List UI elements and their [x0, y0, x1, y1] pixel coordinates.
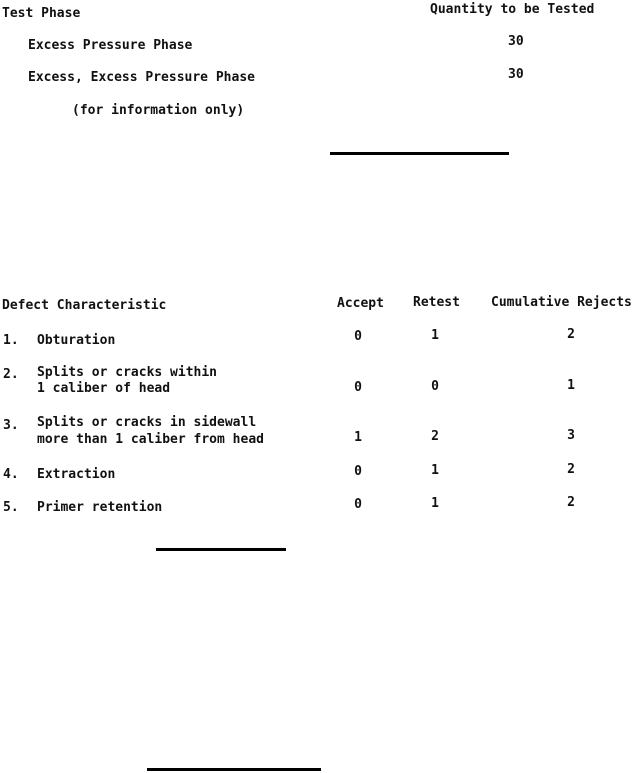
- information-note: (for information only): [72, 103, 245, 118]
- cumulative-rejects-header: Cumulative Rejects: [491, 295, 632, 310]
- defect-row-4-number: 4.: [3, 467, 19, 482]
- defect-row-3-label-line2: more than 1 caliber from head: [37, 432, 264, 447]
- defect-row-1-retest: 1: [431, 328, 439, 343]
- defect-row-4-accept: 0: [354, 464, 362, 479]
- defect-row-2-retest: 0: [431, 379, 439, 394]
- quantity-header: Quantity to be Tested: [430, 2, 595, 17]
- defect-row-2-label-line1: Splits or cracks within: [37, 365, 218, 380]
- defect-row-1-number: 1.: [3, 333, 19, 348]
- defect-row-1-rejects: 2: [567, 327, 575, 342]
- defect-row-2-accept: 0: [354, 380, 362, 395]
- defect-row-3-accept: 1: [354, 430, 362, 445]
- test-phase-row-2-quantity: 30: [508, 67, 524, 82]
- defect-row-5-number: 5.: [3, 500, 19, 515]
- divider-rule-2: [156, 548, 286, 551]
- test-phase-row-1-label: Excess Pressure Phase: [28, 38, 193, 53]
- defect-row-4-rejects: 2: [567, 462, 575, 477]
- defect-row-1-label: Obturation: [37, 333, 116, 348]
- divider-rule-3: [147, 768, 321, 771]
- defect-row-2-rejects: 1: [567, 378, 575, 393]
- divider-rule-1: [330, 152, 509, 155]
- retest-header: Retest: [413, 295, 460, 310]
- defect-row-2-label-line2: 1 caliber of head: [37, 381, 171, 396]
- defect-row-5-rejects: 2: [567, 495, 575, 510]
- defect-row-3-retest: 2: [431, 429, 439, 444]
- defect-row-3-rejects: 3: [567, 428, 575, 443]
- defect-row-5-retest: 1: [431, 496, 439, 511]
- defect-row-1-accept: 0: [354, 329, 362, 344]
- defect-row-5-accept: 0: [354, 497, 362, 512]
- defect-characteristic-header: Defect Characteristic: [2, 298, 167, 313]
- test-phase-header: Test Phase: [2, 6, 81, 21]
- defect-row-4-label: Extraction: [37, 467, 116, 482]
- defect-row-5-label: Primer retention: [37, 500, 163, 515]
- defect-row-3-number: 3.: [3, 418, 19, 433]
- test-phase-row-2-label: Excess, Excess Pressure Phase: [28, 70, 255, 85]
- defect-row-2-number: 2.: [3, 367, 19, 382]
- defect-row-3-label-line1: Splits or cracks in sidewall: [37, 415, 257, 430]
- accept-header: Accept: [337, 296, 384, 311]
- defect-row-4-retest: 1: [431, 463, 439, 478]
- test-phase-row-1-quantity: 30: [508, 34, 524, 49]
